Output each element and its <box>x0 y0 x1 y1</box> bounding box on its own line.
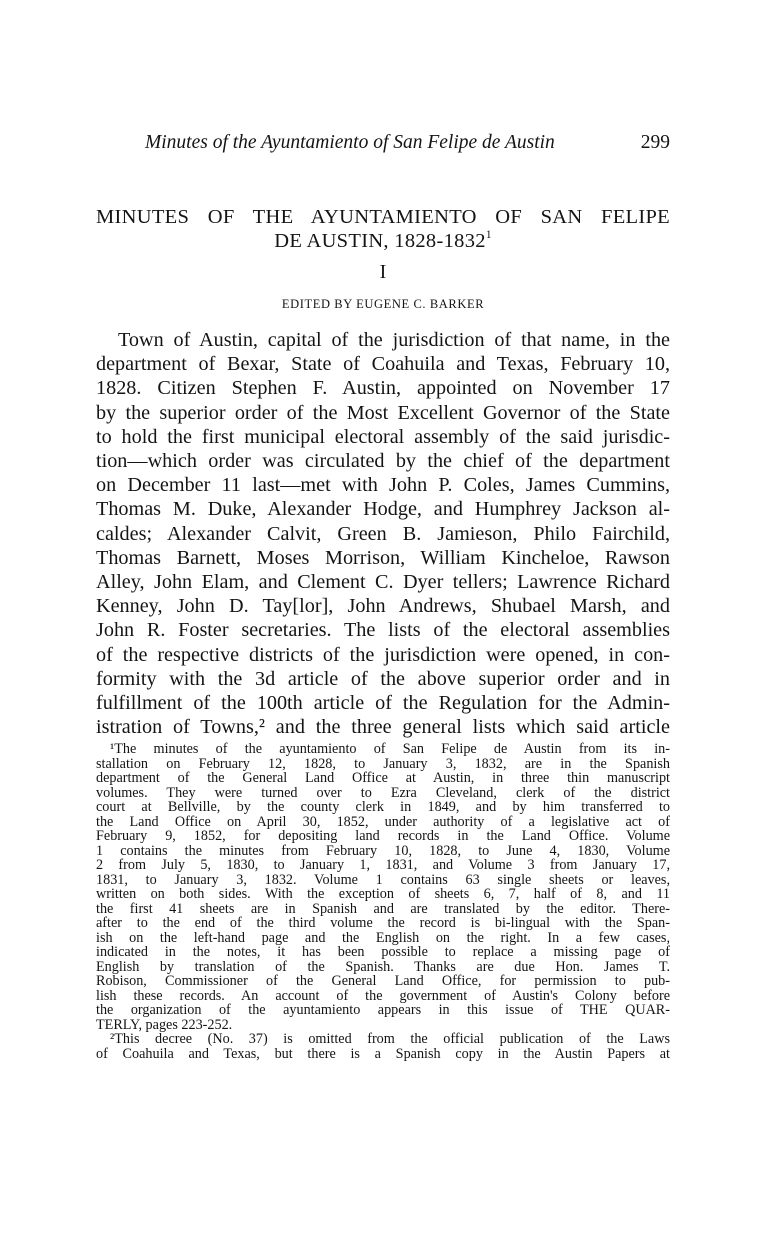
footnote-1 <box>96 742 670 1032</box>
body-line: by the superior order of the Most Excellent Governor of the State <box>96 401 670 424</box>
body-line: Town of Austin, capital of the jurisdiction of that name, in the <box>118 329 670 351</box>
footnote-line: the first 41 sheets are in Spanish and are translated by the editor. There- <box>96 900 670 917</box>
body-line: tion—which order was circulated by the chief of the department <box>96 450 670 473</box>
body-line: formity with the 3d article of the above superior order and in <box>96 667 670 690</box>
footnote-line: English by translation of the Spanish. Thanks are due Hon. James T. <box>96 958 670 975</box>
body-line: to hold the first municipal electoral assembly of the said jurisdic- <box>96 425 670 448</box>
footnote-line: Robison, Commissioner of the General Land Office, for permission to pub- <box>96 973 670 989</box>
footnote-line: indicated in the notes, it has been possible to replace a missing page of <box>96 944 670 960</box>
footnote-line: the Land Office on April 30, 1852, under authority of a legislative act of <box>96 813 670 830</box>
footnote-line: written on both sides. With the exception of sheets 6, 7, half of 8, and 11 <box>96 886 670 902</box>
footnote-2 <box>96 1032 670 1061</box>
article-title-line-2-text: DE AUSTIN, 1828-1832 <box>274 230 486 252</box>
editor-credit: EDITED BY EUGENE C. BARKER <box>281 297 485 311</box>
footnote-line: ish on the left-hand page and the English on the right. In a few cases, <box>96 929 670 946</box>
body-line: 1828. Citizen Stephen F. Austin, appointed on November 17 <box>96 377 670 400</box>
body-line: Thomas Barnett, Moses Morrison, William Kincheloe, Rawson <box>96 546 670 569</box>
running-head-title: Minutes of the Ayuntamiento of San Felipe de Austin <box>145 132 555 153</box>
body-line: John R. Foster secretaries. The lists of the electoral assemblies <box>96 619 670 642</box>
article-title <box>96 205 670 253</box>
footnotes <box>96 742 670 1061</box>
footnote-line: court at Bellville, by the county clerk in 1849, and by him transferred to <box>96 799 670 815</box>
page-number: 299 <box>640 132 670 153</box>
body-text <box>96 328 670 739</box>
footnote-line: after to the end of the third volume the record is bi-lingual with the Span- <box>96 915 670 931</box>
footnote-line: February 9, 1852, for depositing land records in the Land Office. Volume <box>96 828 670 844</box>
body-line: of the respective districts of the jurisdiction were opened, in con- <box>96 643 670 666</box>
body-line: caldes; Alexander Calvit, Green B. Jamieson, Philo Fairchild, <box>96 522 670 545</box>
footnote-line: ¹The minutes of the ayuntamiento of San Felipe de Austin from its in- <box>110 741 670 757</box>
footnote-line: of Coahuila and Texas, but there is a Spanish copy in the Austin Papers at <box>96 1045 670 1062</box>
article-title-line-2 <box>96 229 670 253</box>
body-line: istration of Towns,² and the three general lists which said article <box>96 716 670 739</box>
footnote-line: 1 contains the minutes from February 10, 1828, to June 4, 1830, Volume <box>96 842 670 859</box>
part-numeral: I <box>379 261 387 283</box>
body-line: Thomas M. Duke, Alexander Hodge, and Humphrey Jackson al- <box>96 498 670 521</box>
footnote-line: TERLY, pages 223-252. <box>96 1016 233 1033</box>
body-line: department of Bexar, State of Coahuila and Texas, February 10, <box>96 353 670 376</box>
footnote-line: lish these records. An account of the government of Austin's Colony before <box>96 987 670 1004</box>
footnote-line: 2 from July 5, 1830, to January 1, 1831, and Volume 3 from January 17, <box>96 857 670 873</box>
footnote-line: volumes. They were turned over to Ezra Cleveland, clerk of the district <box>96 784 670 801</box>
footnote-line: department of the General Land Office at Austin, in three thin manuscript <box>96 770 670 786</box>
body-line: Alley, John Elam, and Clement C. Dyer tellers; Lawrence Richard <box>96 571 670 594</box>
footnote-line: 1831, to January 3, 1832. Volume 1 contains 63 single sheets or leaves, <box>96 871 670 888</box>
footnote-line: the organization of the ayuntamiento appears in this issue of THE QUAR- <box>96 1002 670 1018</box>
footnote-line: ²This decree (No. 37) is omitted from the official publication of the Laws <box>110 1031 670 1047</box>
body-line: Kenney, John D. Tay[lor], John Andrews, Shubael Marsh, and <box>96 595 670 618</box>
article-title-line-1: MINUTES OF THE AYUNTAMIENTO OF SAN FELIPE <box>96 206 670 228</box>
footnote-line: stallation on February 12, 1828, to January 3, 1832, are in the Spanish <box>96 755 670 772</box>
body-line: on December 11 last—met with John P. Coles, James Cummins, <box>96 474 670 497</box>
title-footnote-ref: 1 <box>485 229 492 242</box>
body-line: fulfillment of the 100th article of the Regulation for the Admin- <box>96 692 670 715</box>
